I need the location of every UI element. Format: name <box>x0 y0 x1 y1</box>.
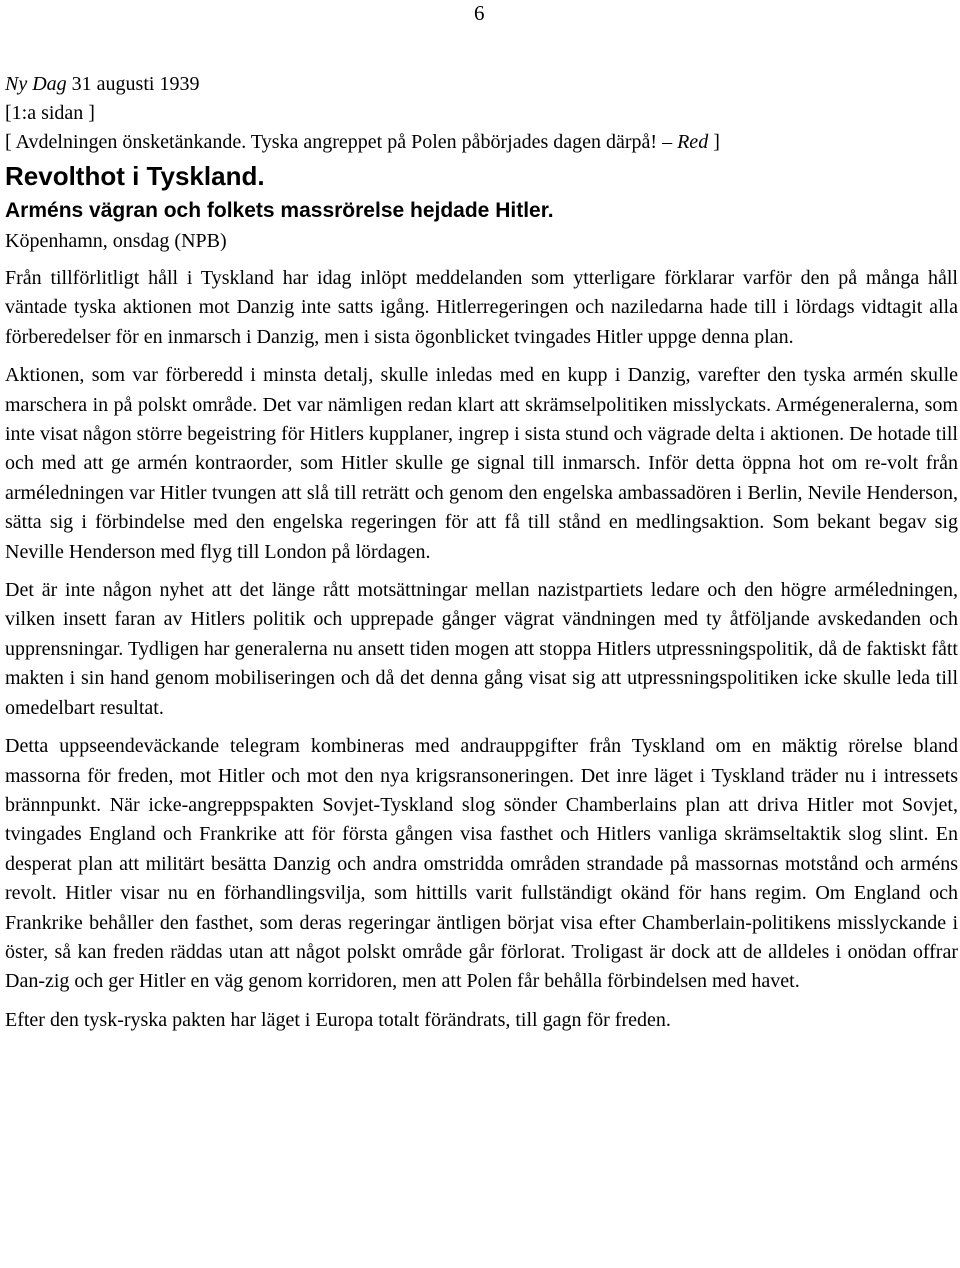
editor-note <box>5 128 958 157</box>
article-paragraph: Efter den tysk-ryska pakten har läget i Europa totalt förändrats, till gagn för freden. <box>5 1008 671 1031</box>
article-content <box>5 70 958 1044</box>
publication-date: 31 augusti 1939 <box>71 73 200 95</box>
article-byline: Köpenhamn, onsdag (NPB) <box>5 230 227 252</box>
article-paragraph: Aktionen, som var förberedd i minsta detalj, skulle inledas med en kupp i Danzig, varefter den tyska armén skulle marschera in på polskt område. Det var nämligen redan klart att skrämselpolitiken misslyckats. Armégeneralerna, som inte visat någon större begeistring för Hitlers kupplaner, ingrep i sista stund och vägrade delta i aktionen. De hotade till och med att ge armén kontraorder, som Hitler skulle ge signal till inmarsch. Inför detta öppna hot om re-volt från arméledningen var Hitler tvungen att slå till reträtt och genom den engelska ambassadören i Berlin, Nevile Henderson, sätta sig i förbindelse med den engelska regeringen för att få till stånd en medlingsaktion. Som bekant begav sig Neville Henderson med flyg till London på lördagen. <box>5 364 958 563</box>
editor-note-close: ] <box>713 131 720 153</box>
editor-note-signature: Red <box>677 131 709 153</box>
publication-name: Ny Dag <box>5 73 67 95</box>
article-paragraph: Från tillförlitligt håll i Tyskland har idag inlöpt meddelanden som ytterligare förklarar varför den på många håll väntade tyska aktionen mot Danzig inte satts igång. Hitlerregeringen och naziledarna hade till i lördags vidtagit alla förberedelser för en inmarsch i Danzig, men i sista ögonblicket tvingades Hitler uppge denna plan. <box>5 267 958 348</box>
article-paragraph: Det är inte någon nyhet att det länge rått motsättningar mellan nazistpartiets ledare och den högre arméledningen, vilken insett faran av Hitlers politik och upprepade gånger vägrat vändningen med ty åtföljande avskedanden och upprensningar. Tydligen har generalerna nu ansett tiden mogen att stoppa Hitlers utpressningspolitik, då de faktiskt fått makten i sin hand genom mobiliseringen och då det denna gång visat sig att utpressningspolitiken icke skulle leda till omedelbart resultat. <box>5 579 958 719</box>
dateline <box>5 70 958 99</box>
article-paragraph: Detta uppseendeväckande telegram kombineras med andrauppgifter från Tyskland om en mäktig rörelse bland massorna för freden, mot Hitler och mot den nya krigsransoneringen. Det inre läget i Tyskland träder nu i intressets brännpunkt. När icke-angreppspakten Sovjet-Tyskland slog sönder Chamberlains plan att driva Hitler mot Sovjet, tvingades England och Frankrike att för första gången visa fasthet och Hitlers vanliga skrämseltaktik slog slint. En desperat plan att militärt besätta Danzig och andra omstridda områden strandade på massornas motstånd och arméns revolt. Hitler visar nu en förhandlingsvilja, som hittills varit fullständigt okänd för hans regim. Om England och Frankrike behåller den fasthet, som deras regeringar äntligen börjat visa efter Chamberlain-politikens misslyckande i öster, så kan freden räddas utan att något polskt område går förlorat. Troligast är dock att de alldeles i onödan offrar Dan-zig och ger Hitler en väg genom korridoren, men att Polen får behålla förbindelsen med havet. <box>5 735 958 993</box>
article-headline: Revolthot i Tyskland. <box>5 161 265 191</box>
page-number: 6 <box>474 1 485 25</box>
editor-note-text: [ Avdelningen önsketänkande. Tyska angreppet på Polen påbörjades dagen därpå! – <box>5 131 673 153</box>
section-label: [1:a sidan ] <box>5 102 95 124</box>
article-subheadline: Arméns vägran och folkets massrörelse hejdade Hitler. <box>5 199 554 222</box>
